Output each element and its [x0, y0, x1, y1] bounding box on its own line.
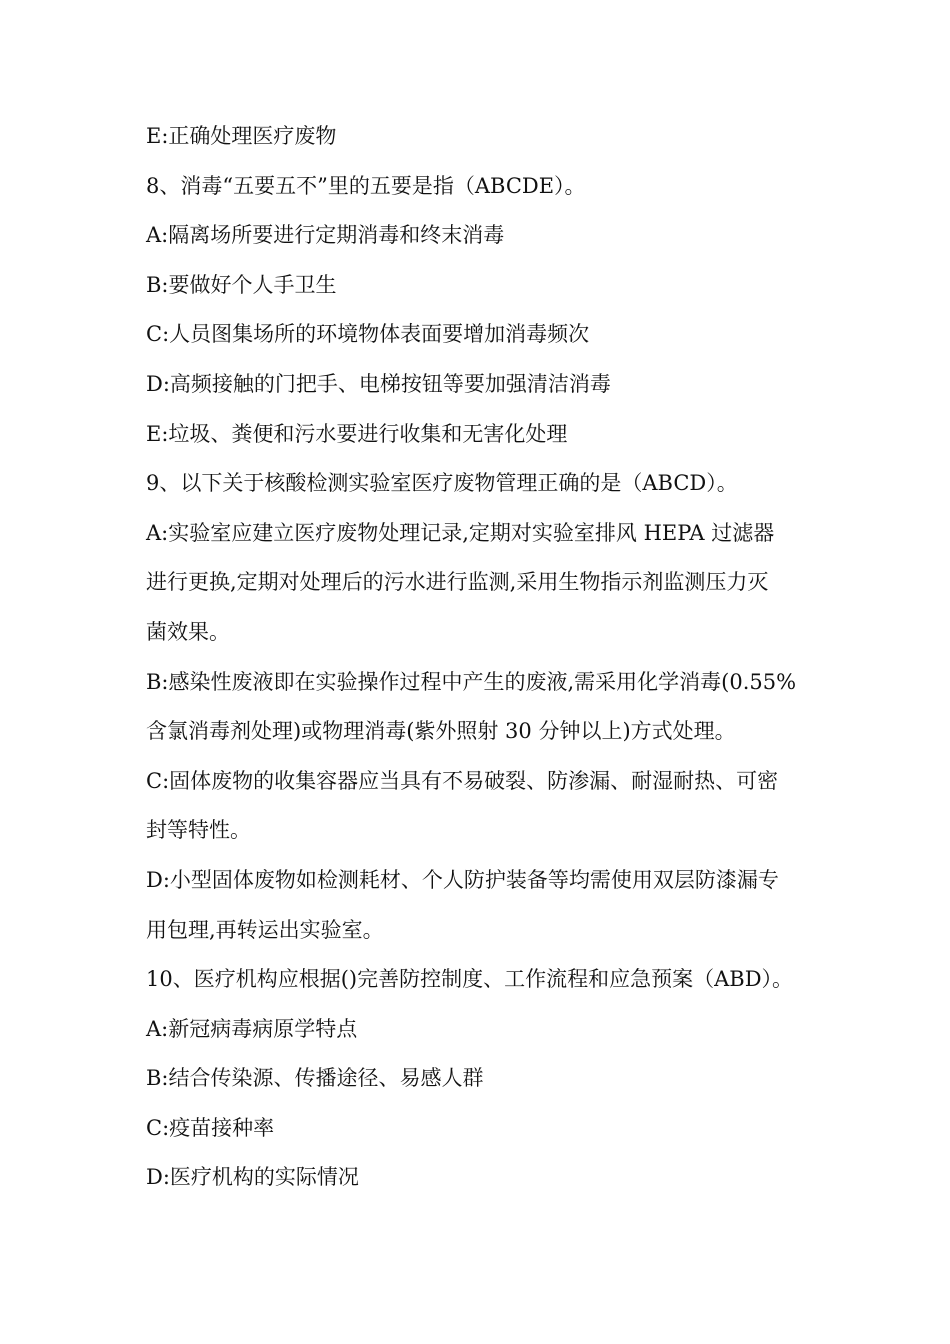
option-a-q8: A:隔离场所要进行定期消毒和终末消毒: [146, 223, 505, 248]
option-c-q9-line-2: 封等特性。: [146, 818, 251, 843]
question-9: 9、以下关于核酸检测实验室医疗废物管理正确的是（ABCD）。: [146, 471, 738, 496]
question-10: 10、医疗机构应根据()完善防控制度、工作流程和应急预案（ABD）。: [146, 967, 794, 992]
option-a-q9-line-3: 菌效果。: [146, 619, 230, 644]
option-d-q8: D:高频接触的门把手、电梯按钮等要加强清洁消毒: [146, 371, 611, 396]
option-d-q9-line-1: D:小型固体废物如检测耗材、个人防护装备等均需使用双层防漆漏专: [146, 867, 779, 892]
option-b-q9-line-1: B:感染性废液即在实验操作过程中产生的废液,需采用化学消毒(0.55%: [146, 669, 797, 694]
option-e-q7: E:正确处理医疗废物: [146, 124, 337, 148]
option-a-q9-line-1: A:实验室应建立医疗废物处理记录,定期对实验室排风 HEPA 过滤器: [146, 520, 775, 545]
document-body: [146, 112, 846, 1203]
option-e-q8: E:垃圾、粪便和污水要进行收集和无害化处理: [146, 421, 568, 446]
option-a-q9-line-2: 进行更换,定期对处理后的污水进行监测,采用生物指示剂监测压力灭: [146, 570, 769, 595]
option-b-q8: B:要做好个人手卫生: [146, 272, 337, 297]
option-d-q10: D:医疗机构的实际情况: [146, 1165, 359, 1190]
question-8: 8、消毒“五要五不”里的五要是指（ABCDE）。: [146, 173, 586, 198]
option-d-q9-line-2: 用包理,再转运出实验室。: [146, 917, 384, 942]
option-b-q9-line-2: 含氯消毒剂处理)或物理消毒(紫外照射 30 分钟以上)方式处理。: [146, 719, 736, 744]
option-c-q9-line-1: C:固体废物的收集容器应当具有不易破裂、防渗漏、耐湿耐热、可密: [146, 768, 779, 793]
option-c-q8: C:人员图集场所的环境物体表面要增加消毒频次: [146, 322, 590, 347]
option-c-q10: C:疫苗接种率: [146, 1115, 275, 1140]
option-a-q10: A:新冠病毒病原学特点: [146, 1016, 358, 1041]
option-b-q10: B:结合传染源、传播途径、易感人群: [146, 1066, 484, 1091]
